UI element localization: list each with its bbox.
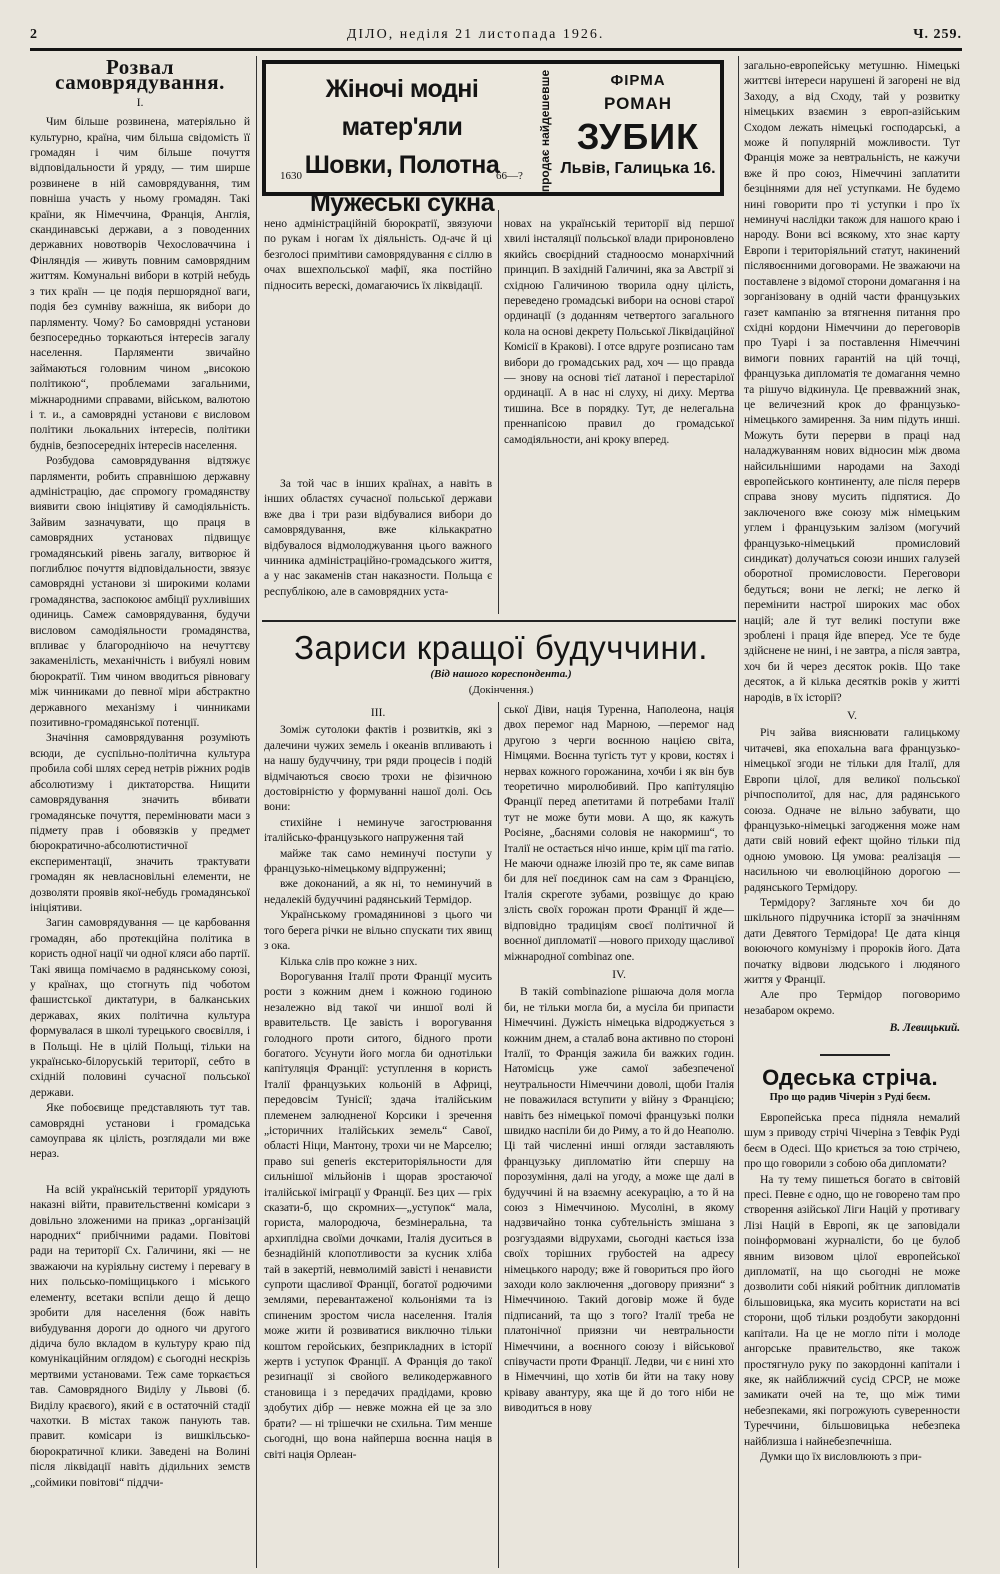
page-header	[30, 22, 962, 51]
article-rozval-paragraph: Значіння самоврядування розуміють всюди, де суспільно-політична культура пробила собі шлях серед нетрів ріжних родів абсолютизму і диктаторства. Нищити самоврядування значить вбивати громадянське почуття, перемінювати маси з підмету прав і обовязків у предмет бюрократично-абсолютистичної експериментації, значить трактувати громадян як невласновільні елементи, не дозволяти проявів якої-небудь громадянської ініціятиви.	[30, 731, 250, 914]
section-number: IV.	[612, 966, 626, 981]
author-signature: В. Левицький.	[889, 1021, 960, 1035]
article-rozval-paragraph: На всій українській території урядують наказні війти, правительственні комісари з довільно зложеними на приказ „організацій народних“ прибічними радами. Повітові ради на території Сх. Галичини, які — не зважаючи на куріяльну систему і перевагу в них польсько-поміщицького і міського елементу, всетаки вспіли дещо й дещо зробити для населення (бож навіть вибудування дороги до одного чи другого дідича було вкладом в культуру краю під комунікаційним оглядом) є сьогодні нескрізь мертвими установами. Теж саме торкається тав. Самоврядного Виділу у Львові (б. Виділу краєвого), який є в остаточній стадії чахотки. В містах також панують тав. правит. комісари із вишкільсько-бюрократичної клики. Заведені на Волині після ліквідації навіть дідильних земств „соймики повітові“ піддчи-	[30, 1182, 250, 1489]
ad-firm-surname: ЗУБИК	[576, 116, 700, 157]
article-zarysy-col3	[744, 58, 960, 1048]
ad-product-line: Жіночі модні матер'яли	[325, 75, 479, 141]
section-number: V.	[847, 708, 857, 723]
article-zarysy-col2	[504, 702, 734, 1568]
article-odesa-body	[744, 1110, 960, 1568]
article-zarysy-paragraph: Зоміж сутолоки фактів і розвитків, які з далечини чужих земель і океанів впливають і на нашу будуччину, три ряди процесів і подій відмічаються своєю трохи не фізичною достовірністю у формуванні нашої долі. Ось вони:	[264, 723, 492, 814]
masthead-date: ДІЛО, неділя 21 листопада 1926.	[346, 27, 605, 42]
ad-firm-address: Львів, Галицька 16.	[560, 160, 716, 177]
article-zarysy-paragraph: В такій combinazione рішаюча доля могла би, не тільки могла би, а мусіла би припасти Німеччині. Дужість німецька відроджується з кожним днем, а сталаб вона активно по стороні Італії, то Франція зажила би важких годин. Натомісць уже самої забезпеченої неутральности Німеччини доволі, щоби Італія не поважилася вступити у війну з Францією; навіть без німецької помочі французькі полки швидко наспіли би до Риму, а то й до Неаполю. Ці тай численні инші огляди заставляють французьку дипломатію йти спершу на порозуміння, далі на угоду, а може ще далі в будуччині й на взаємну асекурацію, а то й на союз з Німеччиною. Мусоліні, в якому надзвичайно тонка субтельність змішана з розгуздаями відрухами, сьогодні кається ізза своїх торішних грубостей на адресу німецького народу; вже й говориться про його заходи коло заключення „договору приязни“ з Німеччиною. Такий договір може й буде підписаний, та що з того? Італії треба не платонічної приязни чи невтральности Німеччини, а воєнного союзу і військової співучасти проти Франції. Ледви, чи є нині хто в Німеччині, що хотів би йти на таку нову кріваву авантуру, яка ще й до того ніби не виводиться в нову	[504, 985, 734, 1415]
article-rozval-part: І.	[136, 94, 144, 109]
section-number: III.	[370, 705, 386, 719]
article-zarysy-paragraph: Кілька слів про кожне з них.	[280, 954, 418, 968]
column-divider	[498, 702, 499, 1568]
article-zarysy-paragraph: загально-европейську метушню. Німецькі життєві інтереси нарушені й загорені не від Заходу, а від Сходу, тай у розвитку німецьких взаємин з европ-азійським Сходом лежать німецькі господарські, а може й популярній можливости. Тут Франція може за невтральність, не кажучи вже й про союз, Німеччині заплатити безціннями для неї уступками. Не будемо нині говорити про ті уступки і про їх неминучі наслідки також для нашого краю і народу. Вони всі всякому, хто знає карту Европи і територіяльний статут, накинений післявоєнними договорами. Не зважаючи на поставлене з відомої сторони домагання і на зорганізовану в одній части французьких газет кампанію за втягнення питання про східні кордони Німеччини до переговорів про Туарі і за поставлення Німеччині вимоги повних гарантій на цій точці, французька дипломатія те домагання чемно та рішучо відкинула. Це превважний знак, це величезний крок до французько-німецького замирення. За ним підуть инші. Можуть бути перерви в праці над наладжуванням нових відносин між двома найсильнішими народами на Заході европейського континенту, але після перерв справа знову мусить підпятися. До заключеного вже союзу між німецьким углем і французьким залізом (могучий французько-німецький промисловий синдикат) долучаться союзи инших галузей оборотної промисловости. Переговори бедуться; вони не легкі; не легко й перемінити настрої широких мас обох націй; але й тут великі поступи вже зроблені і праця йде вперед. Усе те буде здійснене не нині, і не завтра, а після завтра, хоч би й через десяток років. Що таке десяток, а й кілька десятків років у житті народів, в їх історії?	[744, 59, 960, 704]
article-zarysy-paragraph: вже доконаний, а як ні, то неминучий в недалекій будуччині радянський Термідор.	[264, 877, 492, 906]
article-zarysy-paragraph: ської Діви, нація Туренна, Наполеона, нація двох перемог над Марною, —перемог над другою з черги воєнною нацією світа, Німцями. Воєнна тугість тут у крови, костях і нервах кожного горожанина, хочби і як він був теоретично миролюбивий. Про капітуляцію Франції перед апетитами й потребами Італії тут не може бути мови. А що, як кажуть Росіяне, „баснями соловія не накормиш“, то Італії не остається нічо инше, крім ції ma гатіо. Не маючи однаже ілюзій про те, як саме випав би для неї поєдинок сам на сам з Францією, Італія скреготе зубами, розвіщує до краю злість своїх горожан проти Франції й жде—відповідно традиціям своєї політичної й воєнної дипломатії —нового приходу щасливої міжнародної combinaz one.	[504, 703, 734, 963]
column-divider	[738, 56, 739, 1568]
continuation-middle-top	[264, 216, 492, 324]
page-number: 2	[30, 27, 38, 42]
article-zarysy-paragraph: Річ зайва вияснювати галицькому читачеві, яка епохальна вага французько-німецької згоди не тільки для Італії, для Европи цілої, для великої польської річпосполитої, для нас, для радянського союза. Одначе не вільно забувати, що французько-німецькі загодження може нам дати свій новий ефект щойно тільки під одною умовою. Ця умова: реалізація — насильною чи еволюційною дорогою — радянського Термідору.	[744, 726, 960, 894]
ad-firm-first-name: РОМАН	[603, 94, 673, 113]
article-zarysy-note: (Докінчення.)	[468, 684, 534, 696]
issue-number: Ч. 259.	[913, 27, 962, 42]
continuation-text: новах на українській території від першої хвилі інсталяції польської влади прироновлено якийсь своєрідний стадноосмо монархічний принцип. В західній Галичині, яка за Австрії зі східною Галичиною творила одну цілість, переведено громадські вибори на основі старої ординації (з доданням четвертого загального кола на основі декрету Польської Ліквідаційної Комісії в Кракові). І отсе вдруге розписано там вибори до громадських рад, хоч — що правда — знову на основі тієї латаної і перестарілої ординації. А в нас ні слуху, ні диху. Мертва тишина. Все в порядку. Тут, де нелегальна преннапісою правил до громадської самодіяльности, ані кроку вперед.	[504, 217, 734, 446]
article-rozval-paragraph: Чим більше розвинена, матеріяльно й культурно, країна, чим більша свідомість її громадян і чим більше почуття відповідальности й уряду, — тим ширше розвинене в ній самоврядування, тим повніша участь у ньому громадян. Такі країни, як Німеччина, Франція, Англія, скандинавські держави, а з поводенних державних новотворів Чехословаччина і Фінляндія — живуть повним самоврядним життям. Комунальні вибори в котрій небудь з тих країн — це подія першорядної ваги, подія без сумніву важніша, як вибори до парляменту. Чому? Бо самоврядні установи безпосередньо торкаються інтересів загалу населення. Парляменти звичайно займаються головним чином „високою політикою“, проблемами загальними, міжнародними справами, військом, валютою і т. и., а самоврядні установи є висловом політики льокальних інтересів, політики буднів, безпосередніх інтересів населення.	[30, 115, 250, 452]
ad-product-line: Мужеські сукна	[309, 189, 494, 217]
article-rozval-paragraph: Загин самоврядування — це карбовання громадян, або протекційна політика в користь одної нації чи одної кляси або партії. Такі явища помічаємо в радянському союзі, у країнах, що стогнуть під чоботом фашистської диктатури, в балканських державах, яких політична культура формувалася в школі турецького своєвілля, і в Польщі. Не в цілій Польщі, тільки на українсько-білоруській території, себто в східній половині сучасної польської держави.	[30, 916, 250, 1099]
article-zarysy-paragraph: стихійне і неминуче загострювання італійсько-французького напруження тай	[264, 815, 492, 845]
article-rozval-paragraph: Яке побоєвище представляють тут тав. самоврядні установи і громадська самоуправа як цілість, розглядали ми вже нераз.	[30, 1101, 250, 1161]
continuation-right	[504, 216, 734, 476]
article-rozval-title: Розвал самоврядування.	[55, 58, 225, 95]
article-odesa-paragraph: На ту тему пишеться богато в світовій пресі. Певне є одно, що не говорено там про створення азійської Ліги Націй у противагу Лізі Націй в Европі, як це заповідали поінформовані журналісти, бо це булоб явним визовом цілої европейської дипломатії, на що сьогодні не може дозволити собі ніякий робітник дипломатів більшовицька, яка мусить користати на всі сторони, щоб тільки роздобути закордонні капітали. На це не могло піти і молоде ангорське правительство, яке також простягнуло руку по закордонні капітали і яке, як найближчий сусід СРСР, не може замикати очей на те, що між тими небезпеками, які погрожують суверенности Туреччини, більшовицька небезпека найблизша і найнебезпечніша.	[744, 1172, 960, 1448]
ad-vertical-text: продає найдешевше	[538, 69, 553, 193]
ad-products	[274, 70, 530, 222]
continuation-middle-bottom	[264, 476, 492, 614]
continuation-text: За той час в інших країнах, а навіть в інших областях сучасної польської держави вже два і три рази відбувалися вибори до самоврядування, вже кількакратно відбувалося відмолоджування цього важного чинника адміністраційно-громадського життя, а у нас закаменів стан наказности. Польща є республікою, але в самоврядних уста-	[264, 477, 492, 598]
ad-firm-label: ФІРМА	[610, 72, 666, 89]
article-zarysy-paragraph: Але про Термідор поговоримо незабаром окремо.	[744, 988, 960, 1017]
headline-rule	[262, 620, 736, 622]
article-odesa-subtitle: Про що радив Чічерін з Руді беєм.	[769, 1092, 931, 1103]
article-odesa-paragraph: Европейська преса підняла немалий шум з приводу стрічі Чічеріна з Тевфік Руді беєм в Одесі. Що криється за тою стрічею, про що говорили з собою оба дипломати?	[744, 1111, 960, 1171]
ad-code-right: 66—?	[496, 170, 523, 182]
article-zarysy-paragraph: майже так само неминучі поступи у французько-німецькому відпруженні;	[264, 846, 492, 876]
faded-bleed-text	[264, 326, 492, 474]
ad-code-left: 1630	[280, 170, 302, 182]
article-zarysy-subtitle: (Від нашого кореспондента.)	[430, 668, 572, 680]
ad-firm-block	[560, 70, 716, 180]
article-odesa-title: Одеська стріча.	[762, 1065, 938, 1090]
article-separator	[820, 1054, 890, 1056]
advertisement-zubik	[262, 60, 724, 217]
article-rozval	[30, 58, 250, 1568]
article-zarysy-title: Зариси кращої будуччини.	[294, 629, 708, 666]
continuation-text: нено адміністраційній бюрократії, звязуючи по рукам і ногам їх діяльність. Од-ачє й ці безголосі примітиви самоврядування є сіллю в очах вшехпольської мафії, яка постійно підносить верескі, домагаючись їх ліквідації.	[264, 217, 492, 292]
column-divider	[498, 210, 499, 614]
article-zarysy-paragraph: Українському громадянинові з цього чи того берега річки не вільно спускати тих явищ з ока.	[264, 908, 492, 953]
article-odesa-paragraph: Думки що їх висловлюють з при-	[760, 1449, 922, 1463]
article-zarysy-col1	[264, 702, 492, 1568]
column-divider	[256, 56, 257, 1568]
ad-product-line: Шовки, Полотна	[304, 151, 500, 179]
ad-vertical-slogan	[534, 69, 556, 193]
article-zarysy-paragraph: Ворогування Італії проти Франції мусить рости з кожним днем і кожною годиною незалежно від такої чи иншої волі й вравительств. Це завість і ворогування голодного проти ситого, бідного проти богатого. Усунути його могла би однотільки капітуляція Франції: уступлення в користь Італії французьких кольоній в Африці, передовсім Тунісії; здача італійським племенем залюдненої Корсики і зречення „історичних італійських земель“ Савої, області Ніци, Мантону, трохи чи не Марселю; право sui generis екстериторіяльности для сильнішої мільйонів і щорав зростаючої італійської іміграції у Франції. Без цих — гріх сказати-б, що скромних—„уступок“ мала, гориста, малородюча, безмінеральна, та архиплідна своїми дочками, Італія дуситься в безнадійній клопотливости за кусник хліба тай в закертій, невмолимій завісті і ненависти супроти щасливої Франції, богатої родючими землями, перевантаженої кольоніями та із спиненим зростом числа населення. Італія може жити й розвиватися виключно тільки коштом геройських, безприкладних в історії жертв і уступок Франції. А Франція до такої резиґнації зі свойого великодержавного становища і з передачих прадідами, кровю здобутих дібр — невже можна ей це за зло брати? — ні трішечки не схильна. Тим менше сьогодні, що вона найперша воєнна нація в світі нація Орлеан-	[264, 969, 492, 1461]
article-rozval-paragraph: Розбудова самоврядування відтяжує парляменти, робить справнішою державну адміністрацію, дає спромогу громадянству виявити свою ініціятиву й самодіяльність. Зайвим зазначувати, що праця в самоврядних установах підвищує громадянський рівень загалу, витворює й поглиблює почуття відповідальности, звязує самоврядні установи зі широкими колами громадянства, заспокоює амбіції рухливіших одиниць. Самеж самоврядування, будучи висловом самодіяльности громадянства, впливає у благородніючо на нечуттєву закаменілість, механічність і вибуялі новим бюрократії. Тим чином вводиться рівновагу між чинниками до певної міри абстрактно державного механізму і чинниками позитивно-громадянської потенції.	[30, 454, 250, 730]
article-zarysy-paragraph: Термідору? Загляньте хоч би до шкільного підручника історії за значінням дати Девятого Термідора! Це дата кінця воюючого комунізму і пророків його. Дата початку відвови людського і людяного життя у Франції.	[744, 895, 960, 986]
